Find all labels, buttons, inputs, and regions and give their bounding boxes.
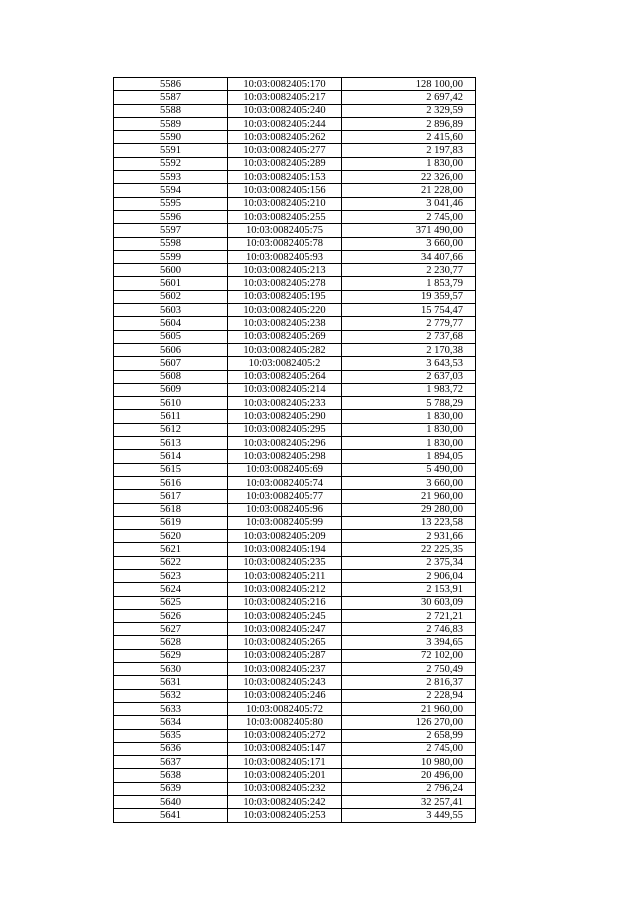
- table-row: [114, 157, 476, 170]
- value-cell: 2 697,42: [342, 91, 476, 104]
- cadastral-number-cell: 10:03:0082405:210: [228, 197, 342, 210]
- value-cell: 10 980,00: [342, 756, 476, 769]
- table-row: [114, 343, 476, 356]
- cadastral-number-cell: 10:03:0082405:289: [228, 157, 342, 170]
- cadastral-number-cell: 10:03:0082405:243: [228, 676, 342, 689]
- table-row: [114, 357, 476, 370]
- row-number-cell: 5589: [114, 117, 228, 130]
- value-cell: 30 603,09: [342, 596, 476, 609]
- cadastral-number-cell: 10:03:0082405:237: [228, 663, 342, 676]
- cadastral-number-cell: 10:03:0082405:290: [228, 410, 342, 423]
- value-cell: 2 816,37: [342, 676, 476, 689]
- value-cell: 1 830,00: [342, 437, 476, 450]
- row-number-cell: 5634: [114, 716, 228, 729]
- row-number-cell: 5586: [114, 78, 228, 91]
- value-cell: 1 830,00: [342, 157, 476, 170]
- value-cell: 3 041,46: [342, 197, 476, 210]
- row-number-cell: 5641: [114, 809, 228, 822]
- table-row: [114, 503, 476, 516]
- value-cell: 128 100,00: [342, 78, 476, 91]
- cadastral-number-cell: 10:03:0082405:212: [228, 583, 342, 596]
- row-number-cell: 5618: [114, 503, 228, 516]
- row-number-cell: 5627: [114, 623, 228, 636]
- cadastral-number-cell: 10:03:0082405:74: [228, 476, 342, 489]
- table-row: [114, 184, 476, 197]
- table-row: [114, 277, 476, 290]
- row-number-cell: 5587: [114, 91, 228, 104]
- row-number-cell: 5623: [114, 569, 228, 582]
- row-number-cell: 5629: [114, 649, 228, 662]
- row-number-cell: 5635: [114, 729, 228, 742]
- cadastral-number-cell: 10:03:0082405:213: [228, 264, 342, 277]
- cadastral-number-cell: 10:03:0082405:75: [228, 224, 342, 237]
- value-cell: 2 228,94: [342, 689, 476, 702]
- value-cell: 2 779,77: [342, 317, 476, 330]
- row-number-cell: 5628: [114, 636, 228, 649]
- row-number-cell: 5612: [114, 423, 228, 436]
- table-row: [114, 623, 476, 636]
- value-cell: 19 359,57: [342, 290, 476, 303]
- value-cell: 3 660,00: [342, 237, 476, 250]
- row-number-cell: 5615: [114, 463, 228, 476]
- value-cell: 1 853,79: [342, 277, 476, 290]
- cadastral-number-cell: 10:03:0082405:195: [228, 290, 342, 303]
- table-row: [114, 583, 476, 596]
- table-row: [114, 809, 476, 822]
- value-cell: 21 960,00: [342, 702, 476, 715]
- cadastral-number-cell: 10:03:0082405:296: [228, 437, 342, 450]
- row-number-cell: 5596: [114, 210, 228, 223]
- table-row: [114, 530, 476, 543]
- table-row: [114, 463, 476, 476]
- table-row: [114, 543, 476, 556]
- table-row: [114, 171, 476, 184]
- value-cell: 3 660,00: [342, 476, 476, 489]
- row-number-cell: 5594: [114, 184, 228, 197]
- cadastral-number-cell: 10:03:0082405:220: [228, 304, 342, 317]
- value-cell: 126 270,00: [342, 716, 476, 729]
- value-cell: 2 737,68: [342, 330, 476, 343]
- cadastral-number-cell: 10:03:0082405:282: [228, 343, 342, 356]
- cadastral-number-cell: 10:03:0082405:298: [228, 450, 342, 463]
- value-cell: 2 153,91: [342, 583, 476, 596]
- table-row: [114, 330, 476, 343]
- row-number-cell: 5638: [114, 769, 228, 782]
- table-row: [114, 197, 476, 210]
- cadastral-number-cell: 10:03:0082405:272: [228, 729, 342, 742]
- value-cell: 15 754,47: [342, 304, 476, 317]
- row-number-cell: 5631: [114, 676, 228, 689]
- table-row: [114, 729, 476, 742]
- row-number-cell: 5637: [114, 756, 228, 769]
- cadastral-number-cell: 10:03:0082405:245: [228, 609, 342, 622]
- cadastral-number-cell: 10:03:0082405:153: [228, 171, 342, 184]
- row-number-cell: 5613: [114, 437, 228, 450]
- row-number-cell: 5632: [114, 689, 228, 702]
- value-cell: 2 931,66: [342, 530, 476, 543]
- row-number-cell: 5622: [114, 556, 228, 569]
- table-row: [114, 663, 476, 676]
- table-row: [114, 250, 476, 263]
- row-number-cell: 5593: [114, 171, 228, 184]
- table-row: [114, 144, 476, 157]
- value-cell: 72 102,00: [342, 649, 476, 662]
- row-number-cell: 5608: [114, 370, 228, 383]
- cadastral-number-cell: 10:03:0082405:242: [228, 796, 342, 809]
- cadastral-number-cell: 10:03:0082405:78: [228, 237, 342, 250]
- cadastral-number-cell: 10:03:0082405:287: [228, 649, 342, 662]
- value-cell: 2 745,00: [342, 210, 476, 223]
- row-number-cell: 5606: [114, 343, 228, 356]
- table-row: [114, 397, 476, 410]
- table-row: [114, 78, 476, 91]
- row-number-cell: 5620: [114, 530, 228, 543]
- value-cell: 5 788,29: [342, 397, 476, 410]
- cadastral-number-cell: 10:03:0082405:80: [228, 716, 342, 729]
- row-number-cell: 5598: [114, 237, 228, 250]
- table-row: [114, 769, 476, 782]
- value-cell: 32 257,41: [342, 796, 476, 809]
- cadastral-number-cell: 10:03:0082405:99: [228, 516, 342, 529]
- table-row: [114, 91, 476, 104]
- table-row: [114, 290, 476, 303]
- cadastral-number-cell: 10:03:0082405:96: [228, 503, 342, 516]
- table-row: [114, 556, 476, 569]
- cadastral-number-cell: 10:03:0082405:217: [228, 91, 342, 104]
- row-number-cell: 5609: [114, 383, 228, 396]
- table-row: [114, 423, 476, 436]
- table-row: [114, 689, 476, 702]
- table-body: [114, 78, 476, 823]
- table-row: [114, 716, 476, 729]
- cadastral-number-cell: 10:03:0082405:194: [228, 543, 342, 556]
- cadastral-number-cell: 10:03:0082405:244: [228, 117, 342, 130]
- value-cell: 2 896,89: [342, 117, 476, 130]
- cadastral-number-cell: 10:03:0082405:93: [228, 250, 342, 263]
- table-row: [114, 649, 476, 662]
- table-row: [114, 596, 476, 609]
- cadastral-number-cell: 10:03:0082405:265: [228, 636, 342, 649]
- table-row: [114, 210, 476, 223]
- row-number-cell: 5592: [114, 157, 228, 170]
- row-number-cell: 5610: [114, 397, 228, 410]
- value-cell: 2 906,04: [342, 569, 476, 582]
- row-number-cell: 5614: [114, 450, 228, 463]
- value-cell: 2 170,38: [342, 343, 476, 356]
- table-row: [114, 224, 476, 237]
- value-cell: 2 796,24: [342, 782, 476, 795]
- value-cell: 2 230,77: [342, 264, 476, 277]
- table-row: [114, 702, 476, 715]
- row-number-cell: 5639: [114, 782, 228, 795]
- table-row: [114, 104, 476, 117]
- table-row: [114, 476, 476, 489]
- table-row: [114, 609, 476, 622]
- value-cell: 1 983,72: [342, 383, 476, 396]
- cadastral-number-cell: 10:03:0082405:277: [228, 144, 342, 157]
- value-cell: 22 326,00: [342, 171, 476, 184]
- cadastral-number-cell: 10:03:0082405:232: [228, 782, 342, 795]
- table-row: [114, 782, 476, 795]
- row-number-cell: 5597: [114, 224, 228, 237]
- value-cell: 13 223,58: [342, 516, 476, 529]
- value-cell: 2 746,83: [342, 623, 476, 636]
- row-number-cell: 5636: [114, 742, 228, 755]
- value-cell: 2 375,34: [342, 556, 476, 569]
- row-number-cell: 5601: [114, 277, 228, 290]
- row-number-cell: 5604: [114, 317, 228, 330]
- table-row: [114, 237, 476, 250]
- table-row: [114, 676, 476, 689]
- value-cell: 1 894,05: [342, 450, 476, 463]
- cadastral-number-cell: 10:03:0082405:295: [228, 423, 342, 436]
- value-cell: 3 643,53: [342, 357, 476, 370]
- value-cell: 21 960,00: [342, 490, 476, 503]
- cadastral-number-cell: 10:03:0082405:170: [228, 78, 342, 91]
- table-row: [114, 264, 476, 277]
- cadastral-number-cell: 10:03:0082405:216: [228, 596, 342, 609]
- cadastral-number-cell: 10:03:0082405:77: [228, 490, 342, 503]
- row-number-cell: 5633: [114, 702, 228, 715]
- cadastral-number-cell: 10:03:0082405:240: [228, 104, 342, 117]
- value-cell: 2 637,03: [342, 370, 476, 383]
- row-number-cell: 5603: [114, 304, 228, 317]
- row-number-cell: 5595: [114, 197, 228, 210]
- row-number-cell: 5625: [114, 596, 228, 609]
- cadastral-number-cell: 10:03:0082405:72: [228, 702, 342, 715]
- table-row: [114, 304, 476, 317]
- value-cell: 1 830,00: [342, 410, 476, 423]
- value-cell: 20 496,00: [342, 769, 476, 782]
- cadastral-number-cell: 10:03:0082405:247: [228, 623, 342, 636]
- row-number-cell: 5617: [114, 490, 228, 503]
- table-row: [114, 796, 476, 809]
- row-number-cell: 5621: [114, 543, 228, 556]
- row-number-cell: 5599: [114, 250, 228, 263]
- row-number-cell: 5611: [114, 410, 228, 423]
- cadastral-number-cell: 10:03:0082405:2: [228, 357, 342, 370]
- table-row: [114, 383, 476, 396]
- value-cell: 5 490,00: [342, 463, 476, 476]
- row-number-cell: 5591: [114, 144, 228, 157]
- cadastral-number-cell: 10:03:0082405:209: [228, 530, 342, 543]
- row-number-cell: 5640: [114, 796, 228, 809]
- row-number-cell: 5619: [114, 516, 228, 529]
- cadastral-number-cell: 10:03:0082405:147: [228, 742, 342, 755]
- row-number-cell: 5588: [114, 104, 228, 117]
- cadastral-number-cell: 10:03:0082405:235: [228, 556, 342, 569]
- row-number-cell: 5607: [114, 357, 228, 370]
- table-row: [114, 131, 476, 144]
- table-row: [114, 516, 476, 529]
- table-row: [114, 370, 476, 383]
- value-cell: 34 407,66: [342, 250, 476, 263]
- value-cell: 371 490,00: [342, 224, 476, 237]
- table-row: [114, 569, 476, 582]
- cadastral-number-cell: 10:03:0082405:269: [228, 330, 342, 343]
- cadastral-number-cell: 10:03:0082405:171: [228, 756, 342, 769]
- table-row: [114, 742, 476, 755]
- table-row: [114, 490, 476, 503]
- row-number-cell: 5600: [114, 264, 228, 277]
- value-cell: 2 745,00: [342, 742, 476, 755]
- value-cell: 3 449,55: [342, 809, 476, 822]
- cadastral-number-cell: 10:03:0082405:264: [228, 370, 342, 383]
- value-cell: 29 280,00: [342, 503, 476, 516]
- value-cell: 3 394,65: [342, 636, 476, 649]
- cadastral-number-cell: 10:03:0082405:233: [228, 397, 342, 410]
- value-cell: 22 225,35: [342, 543, 476, 556]
- row-number-cell: 5630: [114, 663, 228, 676]
- value-cell: 21 228,00: [342, 184, 476, 197]
- table-row: [114, 437, 476, 450]
- cadastral-number-cell: 10:03:0082405:69: [228, 463, 342, 476]
- cadastral-number-cell: 10:03:0082405:201: [228, 769, 342, 782]
- row-number-cell: 5626: [114, 609, 228, 622]
- value-cell: 1 830,00: [342, 423, 476, 436]
- row-number-cell: 5605: [114, 330, 228, 343]
- table-row: [114, 410, 476, 423]
- value-cell: 2 329,59: [342, 104, 476, 117]
- cadastral-number-cell: 10:03:0082405:253: [228, 809, 342, 822]
- cadastral-number-cell: 10:03:0082405:211: [228, 569, 342, 582]
- value-cell: 2 750,49: [342, 663, 476, 676]
- cadastral-number-cell: 10:03:0082405:255: [228, 210, 342, 223]
- table-row: [114, 636, 476, 649]
- value-cell: 2 658,99: [342, 729, 476, 742]
- table-row: [114, 450, 476, 463]
- table-row: [114, 117, 476, 130]
- row-number-cell: 5590: [114, 131, 228, 144]
- table-row: [114, 756, 476, 769]
- cadastral-value-table: [113, 77, 476, 823]
- cadastral-number-cell: 10:03:0082405:278: [228, 277, 342, 290]
- cadastral-number-cell: 10:03:0082405:214: [228, 383, 342, 396]
- value-cell: 2 197,83: [342, 144, 476, 157]
- row-number-cell: 5624: [114, 583, 228, 596]
- cadastral-number-cell: 10:03:0082405:262: [228, 131, 342, 144]
- value-cell: 2 721,21: [342, 609, 476, 622]
- value-cell: 2 415,60: [342, 131, 476, 144]
- table-row: [114, 317, 476, 330]
- cadastral-number-cell: 10:03:0082405:246: [228, 689, 342, 702]
- cadastral-number-cell: 10:03:0082405:156: [228, 184, 342, 197]
- row-number-cell: 5602: [114, 290, 228, 303]
- row-number-cell: 5616: [114, 476, 228, 489]
- cadastral-number-cell: 10:03:0082405:238: [228, 317, 342, 330]
